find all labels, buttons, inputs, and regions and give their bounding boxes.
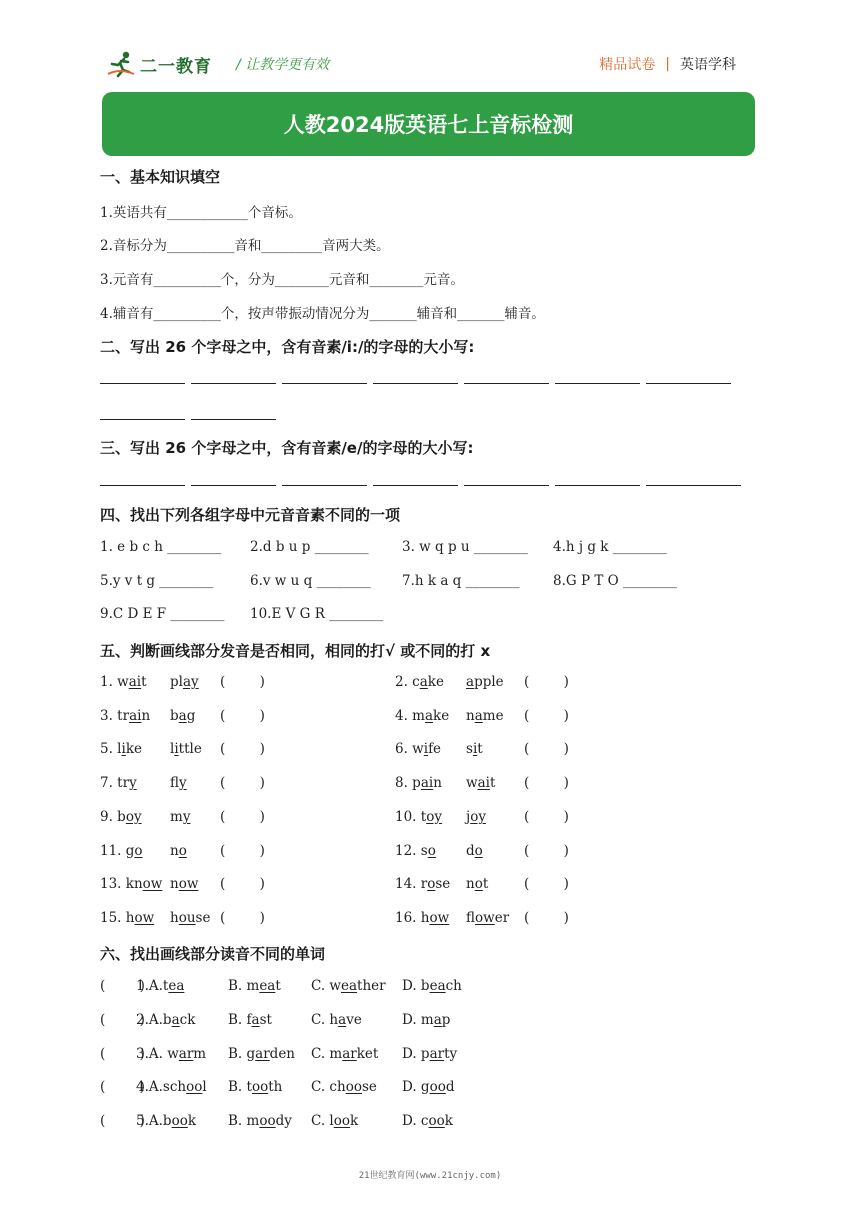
s5-answer-paren[interactable]: ( ) xyxy=(524,775,569,791)
s5-word-2: apple xyxy=(466,674,504,690)
s5-answer-paren[interactable]: ( ) xyxy=(524,843,569,859)
s5-answer-paren[interactable]: ( ) xyxy=(524,741,569,757)
s6-option-d: D. beach xyxy=(402,978,462,994)
s6-option-b: B. fast xyxy=(228,1012,272,1028)
s5-item xyxy=(100,741,142,757)
underlined-part: oy xyxy=(470,809,486,825)
s5-word-2: my xyxy=(170,809,191,825)
s5-answer-paren[interactable]: ( ) xyxy=(524,910,569,926)
underlined-part: ai xyxy=(128,674,142,690)
underlined-part: ow xyxy=(142,876,163,892)
s6-option-a: 5.A.book xyxy=(136,1113,197,1129)
underlined-part: ea xyxy=(429,978,446,994)
s6-option-d: D. good xyxy=(402,1079,455,1095)
s1-line-3: 3.元音有__________个，分为________元音和________元音。 xyxy=(100,272,464,288)
s4-item: 2.d b u p ________ xyxy=(250,539,369,555)
s5-item-number: 13. xyxy=(100,876,126,892)
underlined-part: oy xyxy=(426,809,442,825)
s2-answer-line-1[interactable] xyxy=(100,382,731,384)
s6-option-b: B. garden xyxy=(228,1046,295,1062)
s6-option-a: 4.A.school xyxy=(136,1079,207,1095)
underlined-part: i xyxy=(174,741,179,757)
s4-item: 7.h k a q ________ xyxy=(402,573,520,589)
site-header-left xyxy=(106,48,329,80)
s5-word-2: flower xyxy=(466,910,510,926)
underlined-part: ea xyxy=(341,978,358,994)
s2-answer-line-2[interactable] xyxy=(100,418,276,420)
underlined-part: ai xyxy=(420,775,434,791)
s5-word-1: cake xyxy=(412,674,444,690)
s5-word-2: not xyxy=(466,876,489,892)
s5-answer-paren[interactable]: ( ) xyxy=(220,708,265,724)
s5-word-1: like xyxy=(117,741,142,757)
s5-answer-paren[interactable]: ( ) xyxy=(524,708,569,724)
s5-word-2: name xyxy=(466,708,504,724)
underlined-part: ai xyxy=(477,775,490,791)
s6-answer-paren[interactable]: ( ) xyxy=(100,1046,145,1062)
s5-item xyxy=(395,843,436,859)
underlined-part: ea xyxy=(168,978,185,994)
title-banner xyxy=(102,92,755,156)
s5-word-1: how xyxy=(420,910,450,926)
section-6-heading: 六、找出画线部分读音不同的单词 xyxy=(100,945,326,963)
s4-item: 9.C D E F ________ xyxy=(100,606,225,622)
underlined-part: a xyxy=(474,708,483,724)
s5-word-2: do xyxy=(466,843,483,859)
underlined-part: ay xyxy=(182,674,199,690)
s6-option-a: 3.A. warm xyxy=(136,1046,207,1062)
s6-option-a: 1.A.tea xyxy=(136,978,185,994)
s5-answer-paren[interactable]: ( ) xyxy=(524,876,569,892)
s5-item-number: 2. xyxy=(395,674,413,690)
s6-answer-paren[interactable]: ( ) xyxy=(100,978,145,994)
underlined-part: ow xyxy=(429,910,450,926)
underlined-part: ar xyxy=(178,1046,194,1062)
s1-line-1: 1.英语共有____________个音标。 xyxy=(100,205,302,221)
s5-item xyxy=(395,674,444,690)
s5-item-number: 7. xyxy=(100,775,118,791)
s4-item: 8.G P T O ________ xyxy=(553,573,677,589)
s6-option-c: C. weather xyxy=(311,978,386,994)
s5-word-1: try xyxy=(117,775,137,791)
underlined-part: o xyxy=(427,843,436,859)
s5-item-number: 15. xyxy=(100,910,126,926)
site-header-right xyxy=(599,54,736,74)
s5-item xyxy=(395,876,450,892)
underlined-part: y xyxy=(182,809,191,825)
s5-word-1: boy xyxy=(117,809,142,825)
s5-item-number: 10. xyxy=(395,809,421,825)
s5-item xyxy=(100,674,147,690)
underlined-part: oo xyxy=(333,1113,351,1129)
s5-item-number: 9. xyxy=(100,809,118,825)
underlined-part: oo xyxy=(428,1113,445,1129)
underlined-part: ow xyxy=(475,910,495,926)
underlined-part: a xyxy=(433,1012,442,1028)
s5-word-2: wait xyxy=(466,775,496,791)
tag-premium: 精品试卷 xyxy=(599,57,656,73)
underlined-part: a xyxy=(466,674,475,690)
underlined-part: i xyxy=(423,741,429,757)
underlined-part: oo xyxy=(259,1113,276,1129)
underlined-part: ou xyxy=(178,910,196,926)
s5-item-number: 4. xyxy=(395,708,413,724)
tag-subject: 英语学科 xyxy=(680,57,736,73)
s5-item-number: 11. xyxy=(100,843,126,859)
s4-item: 4.h j g k ________ xyxy=(553,539,667,555)
s5-item-number: 5. xyxy=(100,741,118,757)
underlined-part: o xyxy=(134,843,143,859)
s5-word-1: train xyxy=(117,708,151,724)
s5-item-number: 1. xyxy=(100,674,118,690)
s5-word-2: play xyxy=(170,674,199,690)
s5-answer-paren[interactable]: ( ) xyxy=(220,775,265,791)
s5-word-1: make xyxy=(412,708,450,724)
s5-answer-paren[interactable]: ( ) xyxy=(524,674,569,690)
section-3-heading: 三、写出 26 个字母之中，含有音素/e/的字母的大小写: xyxy=(100,439,474,457)
underlined-part: ea xyxy=(259,978,276,994)
s5-word-2: now xyxy=(170,876,199,892)
section-1-heading: 一、基本知识填空 xyxy=(100,168,221,186)
page-title: 人教2024版英语七上音标检测 xyxy=(283,113,574,137)
underlined-part: oo xyxy=(171,1113,188,1129)
underlined-part: a xyxy=(338,1012,347,1028)
s5-answer-paren[interactable]: ( ) xyxy=(220,809,265,825)
underlined-part: a xyxy=(424,708,434,724)
underlined-part: y xyxy=(179,775,187,791)
s5-word-2: joy xyxy=(466,809,486,825)
underlined-part: a xyxy=(178,708,187,724)
underlined-part: ai xyxy=(129,708,142,724)
s5-answer-paren[interactable]: ( ) xyxy=(220,876,265,892)
underlined-part: oo xyxy=(251,1079,269,1095)
s5-item-number: 3. xyxy=(100,708,118,724)
s6-option-c: C. look xyxy=(311,1113,359,1129)
s6-option-b: B. moody xyxy=(228,1113,292,1129)
s5-word-1: so xyxy=(420,843,436,859)
underlined-part: i xyxy=(472,741,478,757)
s6-option-c: C. have xyxy=(311,1012,362,1028)
page-footer: 21世纪教育网(www.21cnjy.com) xyxy=(358,1171,502,1181)
s5-word-2: fly xyxy=(170,775,187,791)
s5-answer-paren[interactable]: ( ) xyxy=(220,674,265,690)
s5-item xyxy=(100,843,143,859)
s6-answer-paren[interactable]: ( ) xyxy=(100,1113,145,1129)
s6-option-b: B. meat xyxy=(228,978,281,994)
underlined-part: ar xyxy=(255,1046,270,1062)
s5-word-1: wait xyxy=(117,674,147,690)
underlined-part: o xyxy=(427,876,436,892)
s5-word-1: toy xyxy=(420,809,442,825)
s5-item xyxy=(100,708,150,724)
underlined-part: ow xyxy=(178,876,199,892)
s5-word-2: sit xyxy=(466,741,483,757)
s5-word-1: how xyxy=(125,910,155,926)
s5-item xyxy=(395,775,442,791)
s5-item-number: 8. xyxy=(395,775,413,791)
s5-word-1: know xyxy=(125,876,163,892)
underlined-part: a xyxy=(251,1012,260,1028)
underlined-part: oo xyxy=(345,1079,362,1095)
underlined-part: y xyxy=(129,775,137,791)
underlined-part: o xyxy=(178,843,187,859)
s6-option-d: D. map xyxy=(402,1012,451,1028)
underlined-part: oo xyxy=(429,1079,446,1095)
underlined-part: oo xyxy=(186,1079,203,1095)
s4-item: 1. e b c h ________ xyxy=(100,539,222,555)
section-4-heading: 四、找出下列各组字母中元音音素不同的一项 xyxy=(100,506,401,524)
s1-line-2: 2.音标分为__________音和_________音两大类。 xyxy=(100,238,390,254)
s6-option-c: C. choose xyxy=(311,1079,377,1095)
section-2-heading: 二、写出 26 个字母之中，含有音素/i:/的字母的大小写: xyxy=(100,338,475,356)
s5-word-1: go xyxy=(125,843,143,859)
s5-item xyxy=(100,775,137,791)
s6-option-c: C. market xyxy=(311,1046,379,1062)
s1-line-4: 4.辅音有__________个，按声带振动情况分为_______辅音和_______辅音。 xyxy=(100,306,545,322)
s5-word-1: wife xyxy=(412,741,442,757)
underlined-part: i xyxy=(121,741,126,757)
s6-answer-paren[interactable]: ( ) xyxy=(100,1012,145,1028)
s5-word-2: no xyxy=(170,843,187,859)
underlined-part: a xyxy=(419,674,428,690)
s5-word-1: pain xyxy=(412,775,442,791)
s5-item xyxy=(395,910,449,926)
s5-answer-paren[interactable]: ( ) xyxy=(220,843,265,859)
logo-text: 二一教育 xyxy=(140,56,212,77)
s5-item-number: 14. xyxy=(395,876,421,892)
s5-item-number: 16. xyxy=(395,910,421,926)
s4-item: 6.v w u q ________ xyxy=(250,573,371,589)
s5-answer-paren[interactable]: ( ) xyxy=(524,809,569,825)
s6-answer-paren[interactable]: ( ) xyxy=(100,1079,145,1095)
underlined-part: ar xyxy=(342,1046,357,1062)
s5-answer-paren[interactable]: ( ) xyxy=(220,741,265,757)
header-separator: | xyxy=(665,56,670,72)
underlined-part: ar xyxy=(429,1046,445,1062)
section-5-heading: 五、判断画线部分发音是否相同，相同的打√ 或不同的打 x xyxy=(100,642,491,660)
slogan: / 让教学更有效 xyxy=(236,57,330,73)
runner-logo-icon xyxy=(106,50,136,78)
s5-word-2: bag xyxy=(170,708,196,724)
underlined-part: o xyxy=(474,876,483,892)
s6-option-d: D. party xyxy=(402,1046,458,1062)
s4-item: 3. w q p u ________ xyxy=(402,539,528,555)
s4-item: 10.E V G R ________ xyxy=(250,606,384,622)
s5-item xyxy=(395,741,441,757)
s6-option-d: D. cook xyxy=(402,1113,453,1129)
s5-item xyxy=(100,910,154,926)
s5-word-2: house xyxy=(170,910,211,926)
s5-item xyxy=(100,876,162,892)
s5-answer-paren[interactable]: ( ) xyxy=(220,910,265,926)
s5-item xyxy=(395,809,442,825)
s6-option-a: 2.A.back xyxy=(136,1012,196,1028)
s3-answer-line[interactable] xyxy=(100,484,741,486)
underlined-part: o xyxy=(474,843,483,859)
s5-item-number: 12. xyxy=(395,843,421,859)
underlined-part: a xyxy=(171,1012,180,1028)
underlined-part: ow xyxy=(134,910,155,926)
s4-item: 5.y v t g ________ xyxy=(100,573,214,589)
s5-item xyxy=(100,809,142,825)
s6-option-b: B. tooth xyxy=(228,1079,283,1095)
underlined-part: oy xyxy=(125,809,142,825)
s5-word-1: rose xyxy=(420,876,451,892)
s5-item xyxy=(395,708,449,724)
s5-item-number: 6. xyxy=(395,741,413,757)
s5-word-2: little xyxy=(170,741,202,757)
